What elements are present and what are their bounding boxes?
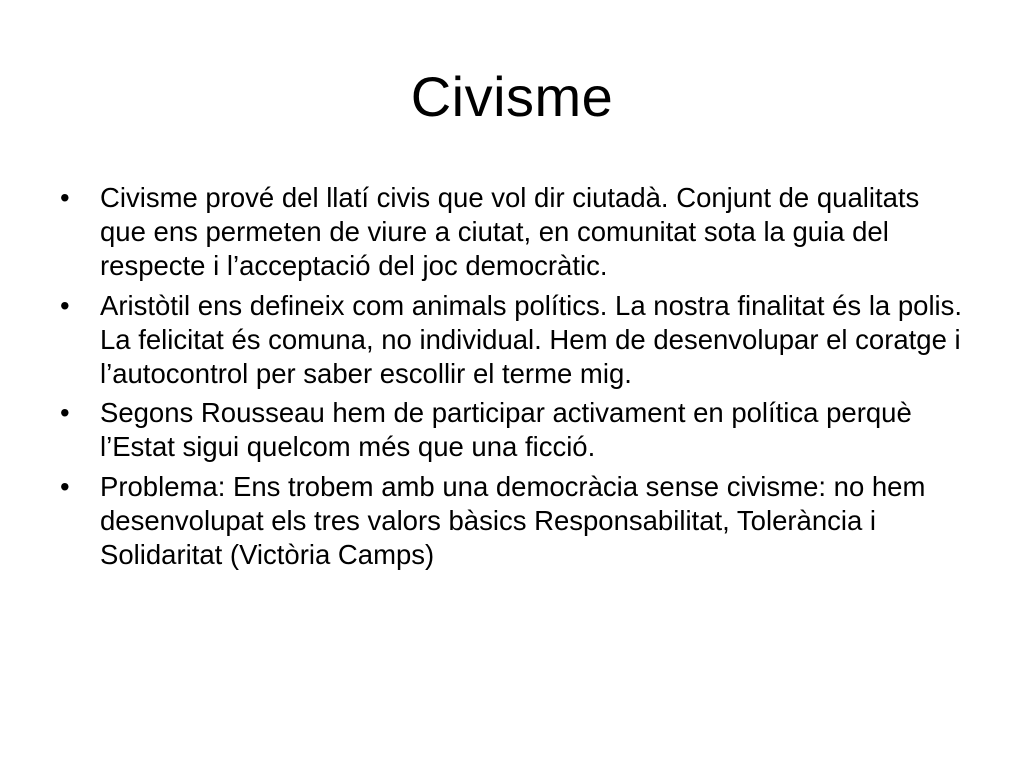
bullet-marker: •: [60, 397, 70, 429]
bullet-marker: •: [60, 470, 70, 502]
bullet-marker: •: [60, 182, 70, 213]
bullet-text: Segons Rousseau hem de participar activament en política perquè l’Estat sigui quelcom més que una ficció.: [100, 397, 912, 463]
slide-title: Civisme: [410, 65, 614, 128]
bullet-item: [60, 396, 970, 464]
bullet-marker: •: [60, 289, 70, 321]
bullet-item: [60, 470, 970, 573]
bullet-text: Civisme prové del llatí civis que vol dir ciutadà. Conjunt de qualitats que ens permeten de viure a ciutat, en comunitat sota la guia del respecte i l’acceptació del joc democràtic.: [100, 182, 920, 282]
bullet-item: [60, 289, 970, 392]
bullet-item: [60, 181, 970, 284]
bullet-list: [60, 181, 970, 577]
bullet-text: Aristòtil ens defineix com animals polítics. La nostra finalitat és la polis. La felicitat és comuna, no individual. Hem de desenvolupar el coratge i l’autocontrol per saber escollir el terme mig.: [100, 289, 963, 390]
bullet-text: Problema: Ens trobem amb una democràcia sense civisme: no hem desenvolupat els tres valors bàsics Responsabilitat, Tolerància i Solidaritat (Victòria Camps): [100, 470, 926, 571]
